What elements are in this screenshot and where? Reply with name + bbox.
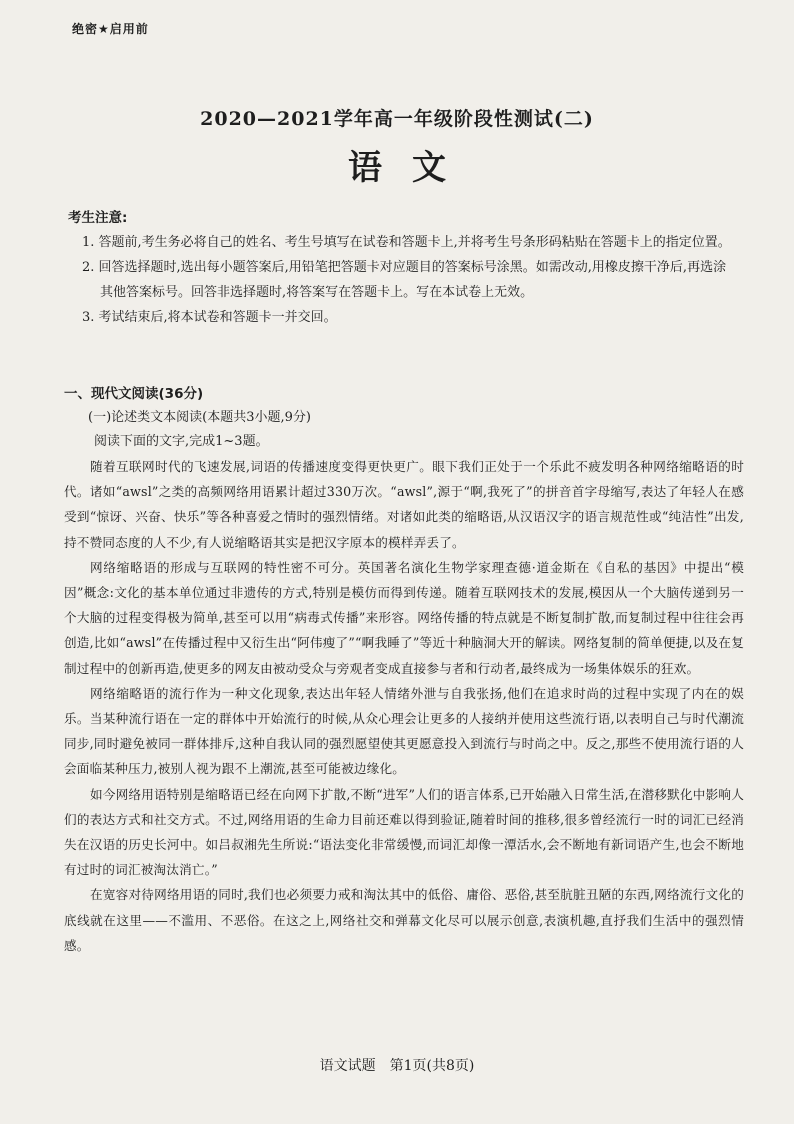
notice-block — [68, 206, 738, 330]
reading-section — [64, 382, 744, 958]
paragraph-3: 网络缩略语的流行作为一种文化现象,表达出年轻人情绪外泄与自我张扬,他们在追求时尚的过程中实现了内在的娱乐。当某种流行语在一定的群体中开始流行的时候,从众心理会让更多的人接纳并使用这些流行语,以表明自己与时代潮流同步,同时避免被同一群体排斥,这种自我认同的强烈愿望使其更愿意投入到流行与时尚之中。反之,那些不使用流行语的人会面临某种压力,被别人视为跟不上潮流,甚至可能被边缘化。 — [64, 685, 744, 777]
reading-instruction: 阅读下面的文字,完成1~3题。 — [94, 434, 269, 449]
exam-title: 2020—2021学年高一年级阶段性测试(二) — [200, 108, 594, 130]
notice-item-2: 2. 回答选择题时,选出每小题答案后,用铅笔把答题卡对应题目的答案标号涂黑。如需改动,用橡皮擦干净后,再选涂其他答案标号。回答非选择题时,将答案写在答题卡上。写在本试卷上无效。 — [82, 260, 727, 300]
secret-label: 绝密★启用前 — [72, 22, 149, 36]
subject-title: 语文 — [348, 148, 476, 188]
paragraph-4: 如今网络用语特别是缩略语已经在向网下扩散,不断“进军”人们的语言体系,已开始融入日常生活,在潜移默化中影响人们的表达方式和社交方式。不过,网络用语的生命力目前还难以得到验证,随着时间的推移,很多曾经流行一时的词汇已经消失在汉语的历史长河中。如吕叔湘先生所说:“语法变化非常缓慢,而词汇却像一潭活水,会不断地有新词语产生,也会不断地有过时的词汇被淘汰消亡。” — [64, 786, 744, 878]
paragraph-5: 在宽容对待网络用语的同时,我们也必须要力戒和淘汰其中的低俗、庸俗、恶俗,甚至肮脏丑陋的东西,网络流行文化的底线就在这里——不滥用、不恶俗。在这之上,网络社交和弹幕文化尽可以展示创意,表演机趣,直抒我们生活中的强烈情感。 — [64, 887, 745, 953]
notice-item-1: 1. 答题前,考生务必将自己的姓名、考生号填写在试卷和答题卡上,并将考生号条形码粘贴在答题卡上的指定位置。 — [82, 235, 731, 250]
notice-heading: 考生注意: — [68, 210, 128, 226]
paragraph-1: 随着互联网时代的飞速发展,词语的传播速度变得更快更广。眼下我们正处于一个乐此不疲发明各种网络缩略语的时代。诸如“awsl”之类的高频网络用语累计超过330万次。“awsl”,源于“啊,我死了”的拼音首字母缩写,表达了年轻人在感受到“惊讶、兴奋、快乐”等各种喜爱之情时的强烈情绪。对诸如此类的缩略语,从汉语汉字的语言规范性或“纯洁性”出发,持不赞同态度的人不少,有人说缩略语其实是把汉字原本的模样弄丢了。 — [64, 459, 744, 550]
paragraph-2: 网络缩略语的形成与互联网的特性密不可分。英国著名演化生物学家理查德·道金斯在《自私的基因》中提出“模因”概念:文化的基本单位通过非遗传的方式,特别是模仿而得到传递。随着互联网技术的发展,模因从一个大脑传递到另一个大脑的过程变得极为简单,甚至可以用“病毒式传播”来形容。网络传播的特点就是不断复制扩散,而复制过程中往往会再创造,比如“awsl”在传播过程中又衍生出“阿伟瘦了”“啊我睡了”等近十种脑洞大开的解读。网络复制的简单便捷,以及在复制过程中的创新再造,使更多的网友由被动受众与旁观者变成直接参与者和行动者,最终成为一场集体娱乐的狂欢。 — [64, 559, 744, 676]
notice-item-3: 3. 考试结束后,将本试卷和答题卡一并交回。 — [82, 310, 337, 325]
section-subheading: (一)论述类文本阅读(本题共3小题,9分) — [88, 410, 311, 425]
section-heading: 一、现代文阅读(36分) — [64, 386, 204, 402]
page-footer: 语文试题 第1页(共8页) — [319, 1058, 475, 1074]
